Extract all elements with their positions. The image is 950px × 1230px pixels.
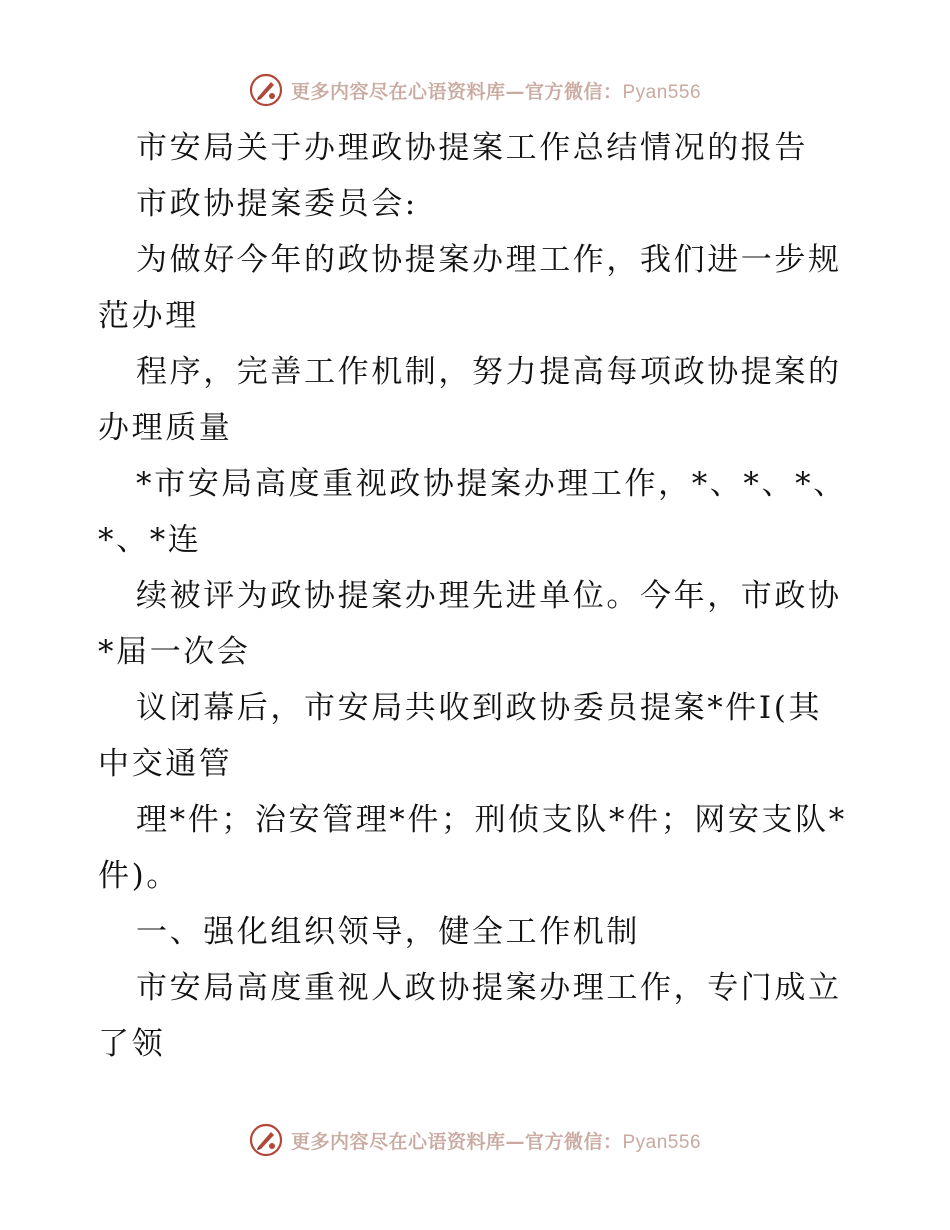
- document-line: 议闭幕后，市安局共收到政协委员提案*件Ⅰ(其: [136, 690, 823, 726]
- document-line: 市政协提案委员会:: [136, 186, 418, 222]
- document-line: *市安局高度重视政协提案办理工作，*、*、*、: [136, 466, 847, 502]
- document-line: 件)。: [98, 858, 180, 894]
- header-watermark-banner: [0, 68, 950, 112]
- document-line: 了领: [98, 1026, 166, 1062]
- wechat-id: Pyan556: [622, 1131, 702, 1153]
- quill-seal-icon: [249, 1123, 283, 1157]
- document-line: 范办理: [98, 298, 199, 334]
- document-line: 市安局高度重视人政协提案办理工作，专门成立: [136, 970, 842, 1006]
- document-line: 办理质量: [98, 410, 233, 446]
- quill-seal-icon: [249, 73, 283, 107]
- document-line: *届一次会: [98, 634, 251, 670]
- watermark-text: 更多内容尽在心语资料库—官方微信：Pyan556: [290, 80, 702, 103]
- document-line: *、*连: [98, 522, 202, 558]
- watermark-text: 更多内容尽在心语资料库—官方微信：Pyan556: [290, 1130, 702, 1153]
- document-line: 理*件；治安管理*件；刑侦支队*件；网安支队*: [136, 802, 847, 838]
- document-line: 一、强化组织领导，健全工作机制: [136, 914, 640, 950]
- footer-watermark-banner: [0, 1118, 950, 1162]
- document-line: 为做好今年的政协提案办理工作，我们进一步规: [136, 242, 842, 278]
- document-line: 中交通管: [98, 746, 233, 782]
- document-body: [98, 120, 858, 1072]
- document-line: 市安局关于办理政协提案工作总结情况的报告: [136, 130, 808, 166]
- document-line: 程序，完善工作机制，努力提高每项政协提案的: [136, 354, 842, 390]
- document-line: 续被评为政协提案办理先进单位。今年，市政协: [136, 578, 842, 614]
- wechat-id: Pyan556: [622, 81, 702, 103]
